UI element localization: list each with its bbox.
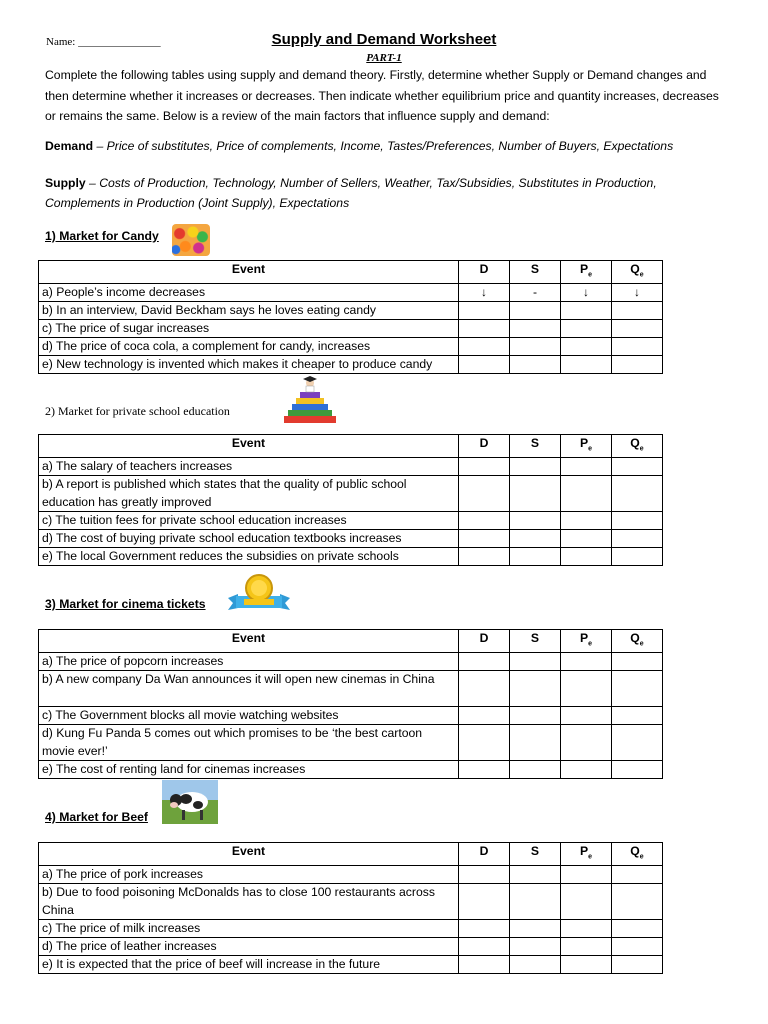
quantity-answer-cell[interactable] bbox=[612, 956, 663, 974]
event-column-header: Event bbox=[39, 843, 459, 866]
quantity-answer-cell[interactable] bbox=[612, 476, 663, 512]
table-row bbox=[39, 548, 663, 566]
quantity-column-header bbox=[612, 435, 663, 458]
demand-answer-cell[interactable] bbox=[459, 458, 510, 476]
table-row bbox=[39, 725, 663, 761]
demand-answer-cell[interactable] bbox=[459, 356, 510, 374]
quantity-answer-cell[interactable] bbox=[612, 725, 663, 761]
event-cell: d) The price of coca cola, a complement for candy, increases bbox=[39, 338, 459, 356]
supply-answer-cell[interactable] bbox=[510, 458, 561, 476]
supply-factors-text: – Costs of Production, Technology, Number of Sellers, Weather, Tax/Subsidies, Substitutes in Production, Complements in Production (Joint Supply), Expectations bbox=[45, 176, 657, 210]
quantity-column-header bbox=[612, 843, 663, 866]
price-answer-cell[interactable] bbox=[561, 530, 612, 548]
demand-answer-cell[interactable] bbox=[459, 884, 510, 920]
table-row bbox=[39, 356, 663, 374]
demand-answer-cell[interactable] bbox=[459, 338, 510, 356]
quantity-answer-cell[interactable] bbox=[612, 920, 663, 938]
event-cell: d) The price of leather increases bbox=[39, 938, 459, 956]
arrow-down-icon: ↓ bbox=[634, 285, 640, 300]
supply-answer-cell[interactable] bbox=[510, 761, 561, 779]
price-answer-cell[interactable] bbox=[561, 356, 612, 374]
event-cell: d) The cost of buying private school education textbooks increases bbox=[39, 530, 459, 548]
supply-answer-cell[interactable] bbox=[510, 476, 561, 512]
price-answer-cell[interactable] bbox=[561, 956, 612, 974]
event-column-header: Event bbox=[39, 435, 459, 458]
supply-factors bbox=[45, 173, 725, 213]
supply-answer-cell[interactable] bbox=[510, 338, 561, 356]
event-cell: b) A new company Da Wan announces it will open new cinemas in China bbox=[39, 671, 459, 707]
table-row bbox=[39, 458, 663, 476]
event-cell: b) Due to food poisoning McDonalds has to close 100 restaurants across China bbox=[39, 884, 459, 920]
supply-column-header: S bbox=[510, 261, 561, 284]
table-row bbox=[39, 320, 663, 338]
supply-answer-cell[interactable] bbox=[510, 356, 561, 374]
demand-answer-cell[interactable] bbox=[459, 671, 510, 707]
quantity-answer-cell[interactable] bbox=[612, 884, 663, 920]
event-cell: d) Kung Fu Panda 5 comes out which promises to be ‘the best cartoon movie ever!’ bbox=[39, 725, 459, 761]
demand-answer-cell[interactable] bbox=[459, 284, 510, 302]
table-header-row bbox=[39, 435, 663, 458]
table-header-row bbox=[39, 630, 663, 653]
supply-answer-cell[interactable] bbox=[510, 548, 561, 566]
price-answer-cell[interactable] bbox=[561, 920, 612, 938]
demand-answer-cell[interactable] bbox=[459, 956, 510, 974]
event-cell: a) The salary of teachers increases bbox=[39, 458, 459, 476]
supply-answer-cell[interactable] bbox=[510, 920, 561, 938]
demand-column-header: D bbox=[459, 435, 510, 458]
quantity-column-header bbox=[612, 630, 663, 653]
table-row bbox=[39, 338, 663, 356]
quantity-symbol: Q bbox=[630, 631, 640, 645]
quantity-answer-cell[interactable] bbox=[612, 707, 663, 725]
demand-column-header: D bbox=[459, 630, 510, 653]
supply-answer-cell[interactable] bbox=[510, 725, 561, 761]
price-answer-cell[interactable] bbox=[561, 938, 612, 956]
demand-answer-cell[interactable] bbox=[459, 548, 510, 566]
table-row bbox=[39, 761, 663, 779]
event-cell: a) The price of pork increases bbox=[39, 866, 459, 884]
table-row bbox=[39, 956, 663, 974]
demand-answer-cell[interactable] bbox=[459, 530, 510, 548]
price-column-header bbox=[561, 435, 612, 458]
candy-table bbox=[38, 260, 663, 374]
price-answer-cell[interactable] bbox=[561, 338, 612, 356]
arrow-down-icon: ↓ bbox=[583, 285, 589, 300]
price-answer-cell[interactable] bbox=[561, 476, 612, 512]
table-row bbox=[39, 653, 663, 671]
price-column-header bbox=[561, 261, 612, 284]
event-cell: e) The cost of renting land for cinemas increases bbox=[39, 761, 459, 779]
price-subscript: e bbox=[588, 445, 593, 453]
demand-column-header: D bbox=[459, 843, 510, 866]
supply-answer-cell[interactable] bbox=[510, 938, 561, 956]
table-row bbox=[39, 884, 663, 920]
price-answer-cell[interactable] bbox=[561, 302, 612, 320]
demand-answer-cell[interactable] bbox=[459, 320, 510, 338]
price-answer-cell[interactable] bbox=[561, 320, 612, 338]
table-row bbox=[39, 302, 663, 320]
table-row bbox=[39, 512, 663, 530]
price-column-header bbox=[561, 843, 612, 866]
demand-answer-cell[interactable] bbox=[459, 920, 510, 938]
table-row bbox=[39, 476, 663, 512]
price-symbol: P bbox=[579, 844, 589, 858]
quantity-answer-cell[interactable] bbox=[612, 761, 663, 779]
event-cell: c) The price of milk increases bbox=[39, 920, 459, 938]
price-symbol: P bbox=[579, 436, 589, 450]
event-cell: e) The local Government reduces the subsidies on private schools bbox=[39, 548, 459, 566]
supply-answer-cell[interactable] bbox=[510, 671, 561, 707]
table-row bbox=[39, 530, 663, 548]
table-row bbox=[39, 707, 663, 725]
event-cell: a) People’s income decreases bbox=[39, 284, 459, 302]
demand-column-header: D bbox=[459, 261, 510, 284]
demand-answer-cell[interactable] bbox=[459, 653, 510, 671]
quantity-answer-cell[interactable] bbox=[612, 302, 663, 320]
quantity-symbol: Q bbox=[630, 844, 640, 858]
demand-factors bbox=[45, 139, 745, 153]
price-answer-cell[interactable] bbox=[561, 725, 612, 761]
price-answer-cell[interactable] bbox=[561, 671, 612, 707]
supply-answer-cell[interactable] bbox=[510, 956, 561, 974]
demand-factors-text: – Price of substitutes, Price of complements, Income, Tastes/Preferences, Number of Buyers, Expectations bbox=[93, 139, 674, 153]
event-column-header: Event bbox=[39, 261, 459, 284]
demand-label: Demand bbox=[45, 139, 94, 153]
quantity-answer-cell[interactable] bbox=[612, 866, 663, 884]
table-header-row bbox=[39, 843, 663, 866]
price-answer-cell[interactable] bbox=[561, 512, 612, 530]
demand-answer-cell[interactable] bbox=[459, 707, 510, 725]
supply-answer-cell[interactable] bbox=[510, 653, 561, 671]
supply-answer-cell[interactable] bbox=[510, 284, 561, 302]
supply-column-header: S bbox=[510, 630, 561, 653]
table-header-row bbox=[39, 261, 663, 284]
event-cell: c) The Government blocks all movie watching websites bbox=[39, 707, 459, 725]
supply-answer-cell[interactable] bbox=[510, 530, 561, 548]
quantity-answer-cell[interactable] bbox=[612, 671, 663, 707]
quantity-answer-cell[interactable] bbox=[612, 530, 663, 548]
cow-image bbox=[162, 780, 218, 824]
part-label: PART-1 bbox=[366, 52, 402, 64]
name-field-label: Name: _______________ bbox=[46, 36, 161, 48]
arrow-down-icon: ↓ bbox=[481, 285, 487, 300]
table-row bbox=[39, 671, 663, 707]
price-symbol: P bbox=[579, 631, 589, 645]
price-answer-cell[interactable] bbox=[561, 653, 612, 671]
price-symbol: P bbox=[579, 262, 589, 276]
demand-answer-cell[interactable] bbox=[459, 866, 510, 884]
event-cell: c) The tuition fees for private school education increases bbox=[39, 512, 459, 530]
award-badge-image bbox=[226, 572, 292, 614]
quantity-answer-cell[interactable] bbox=[612, 458, 663, 476]
table-row bbox=[39, 938, 663, 956]
supply-answer-cell[interactable] bbox=[510, 512, 561, 530]
price-subscript: e bbox=[588, 271, 593, 279]
supply-column-header: S bbox=[510, 435, 561, 458]
demand-answer-cell[interactable] bbox=[459, 302, 510, 320]
demand-answer-cell[interactable] bbox=[459, 938, 510, 956]
event-column-header: Event bbox=[39, 630, 459, 653]
price-answer-cell[interactable] bbox=[561, 761, 612, 779]
quantity-subscript: e bbox=[639, 445, 644, 453]
quantity-answer-cell[interactable] bbox=[612, 320, 663, 338]
event-cell: b) In an interview, David Beckham says he loves eating candy bbox=[39, 302, 459, 320]
price-answer-cell[interactable] bbox=[561, 884, 612, 920]
quantity-symbol: Q bbox=[630, 262, 640, 276]
cow-drawing bbox=[162, 780, 218, 824]
supply-answer-cell[interactable] bbox=[510, 320, 561, 338]
supply-answer-cell[interactable] bbox=[510, 884, 561, 920]
price-subscript: e bbox=[588, 640, 593, 648]
section-title-cinema: 3) Market for cinema tickets bbox=[45, 597, 206, 611]
price-answer-cell[interactable] bbox=[561, 458, 612, 476]
private-school-table bbox=[38, 434, 663, 566]
section-title-candy: 1) Market for Candy bbox=[45, 229, 159, 243]
demand-answer-cell[interactable] bbox=[459, 512, 510, 530]
quantity-answer-cell[interactable] bbox=[612, 284, 663, 302]
table-row bbox=[39, 866, 663, 884]
demand-answer-cell[interactable] bbox=[459, 725, 510, 761]
candy-image bbox=[172, 224, 210, 256]
event-cell: c) The price of sugar increases bbox=[39, 320, 459, 338]
demand-answer-cell[interactable] bbox=[459, 761, 510, 779]
quantity-answer-cell[interactable] bbox=[612, 548, 663, 566]
event-cell: a) The price of popcorn increases bbox=[39, 653, 459, 671]
table-row bbox=[39, 284, 663, 302]
supply-label: Supply bbox=[45, 176, 86, 190]
section-title-private-school: 2) Market for private school education bbox=[45, 404, 230, 418]
quantity-answer-cell[interactable] bbox=[612, 338, 663, 356]
price-answer-cell[interactable] bbox=[561, 866, 612, 884]
cinema-table bbox=[38, 629, 663, 779]
price-subscript: e bbox=[588, 853, 593, 861]
quantity-subscript: e bbox=[639, 271, 644, 279]
supply-column-header: S bbox=[510, 843, 561, 866]
price-answer-cell[interactable] bbox=[561, 548, 612, 566]
demand-answer-cell[interactable] bbox=[459, 476, 510, 512]
table-row bbox=[39, 920, 663, 938]
price-answer-cell[interactable] bbox=[561, 284, 612, 302]
quantity-subscript: e bbox=[639, 853, 644, 861]
supply-answer-cell[interactable] bbox=[510, 302, 561, 320]
section-title-beef: 4) Market for Beef bbox=[45, 810, 148, 824]
quantity-answer-cell[interactable] bbox=[612, 938, 663, 956]
price-answer-cell[interactable] bbox=[561, 707, 612, 725]
quantity-column-header bbox=[612, 261, 663, 284]
page-title: Supply and Demand Worksheet bbox=[271, 31, 497, 48]
graduate-on-books-image bbox=[282, 374, 338, 426]
quantity-subscript: e bbox=[639, 640, 644, 648]
supply-answer-cell[interactable] bbox=[510, 866, 561, 884]
event-cell: b) A report is published which states that the quality of public school education has greatly improved bbox=[39, 476, 459, 512]
instructions-paragraph: Complete the following tables using supply and demand theory. Firstly, determine whether Supply or Demand changes and then determine whether it increases or decreases. Then indicate whether equilibrium price and quantity increases, decreases or remains the same. Below is a review of the main factors that influence supply and demand: bbox=[45, 68, 719, 124]
no-change-mark: - bbox=[532, 285, 538, 300]
quantity-answer-cell[interactable] bbox=[612, 356, 663, 374]
quantity-answer-cell[interactable] bbox=[612, 653, 663, 671]
event-cell: e) It is expected that the price of beef will increase in the future bbox=[39, 956, 459, 974]
quantity-symbol: Q bbox=[630, 436, 640, 450]
quantity-answer-cell[interactable] bbox=[612, 512, 663, 530]
price-column-header bbox=[561, 630, 612, 653]
event-cell: e) New technology is invented which makes it cheaper to produce candy bbox=[39, 356, 459, 374]
beef-table bbox=[38, 842, 663, 974]
supply-answer-cell[interactable] bbox=[510, 707, 561, 725]
